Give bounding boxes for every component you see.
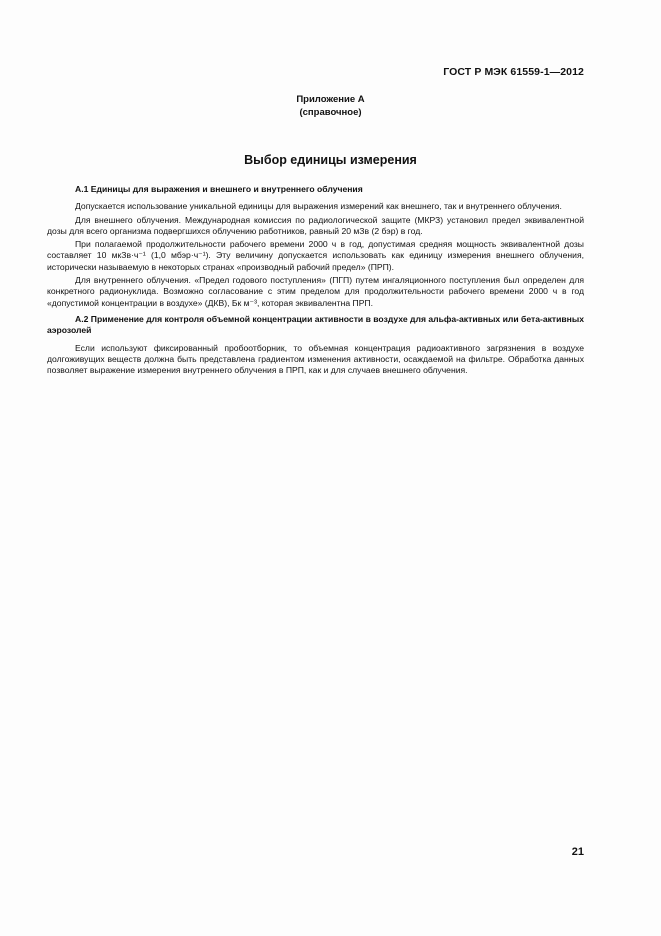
appendix-heading xyxy=(0,93,661,119)
appendix-label: Приложение А xyxy=(296,94,365,105)
section-heading-a1: А.1 Единицы для выражения и внешнего и внутреннего облучения xyxy=(75,184,363,194)
document-id: ГОСТ Р МЭК 61559-1—2012 xyxy=(443,66,584,78)
paragraph: Для внешнего облучения. Международная комиссия по радиологической защите (МКРЗ) установил предел эквивалентной дозы для всего организма подвергшихся облучению работников, равный 20 мЗв (2 бэр) в год. xyxy=(47,214,584,236)
paragraph: Если используют фиксированный пробоотборник, то объемная концентрация радиоактивного загрязнения в воздухе долгоживущих веществ должна быть представлена градиентом изменения активности, осаждаемой на фильтре. Обработка данных позволяет выражение измерения внутреннего облучения в ПРП, как и для случаев внешнего облучения. xyxy=(47,342,584,376)
document-body xyxy=(47,184,584,378)
paragraph: Допускается использование уникальной единицы для выражения измерений как внешнего, так и внутреннего облучения. xyxy=(75,201,562,212)
paragraph: Для внутреннего облучения. «Предел годового поступления» (ПГП) путем ингаляционного поступления был определен для конкретного радионуклида. Возможно согласование с этим пределом для продолжительности рабочего времени 2000 ч в год «допустимой концентрации в воздухе» (ДКВ), Бк м⁻³, которая эквивалентна ПРП. xyxy=(47,275,584,308)
paragraph: При полагаемой продолжительности рабочего времени 2000 ч в год, допустимая средняя мощность эквивалентной дозы составляет 10 мкЗв·ч⁻¹ (1,0 мбэр·ч⁻¹). Эту величину допускается использовать как единицу измерения внешнего облучения, исторически называемую в некоторых странах «производный рабочий предел» (ПРП). xyxy=(47,239,584,272)
page-title: Выбор единицы измерения xyxy=(244,153,417,167)
appendix-type: (справочное) xyxy=(299,107,362,118)
section-heading-a2: А.2 Применение для контроля объемной концентрации активности в воздухе для альфа-активных или бета-активных аэрозолей xyxy=(47,313,584,336)
page-number: 21 xyxy=(571,846,584,858)
